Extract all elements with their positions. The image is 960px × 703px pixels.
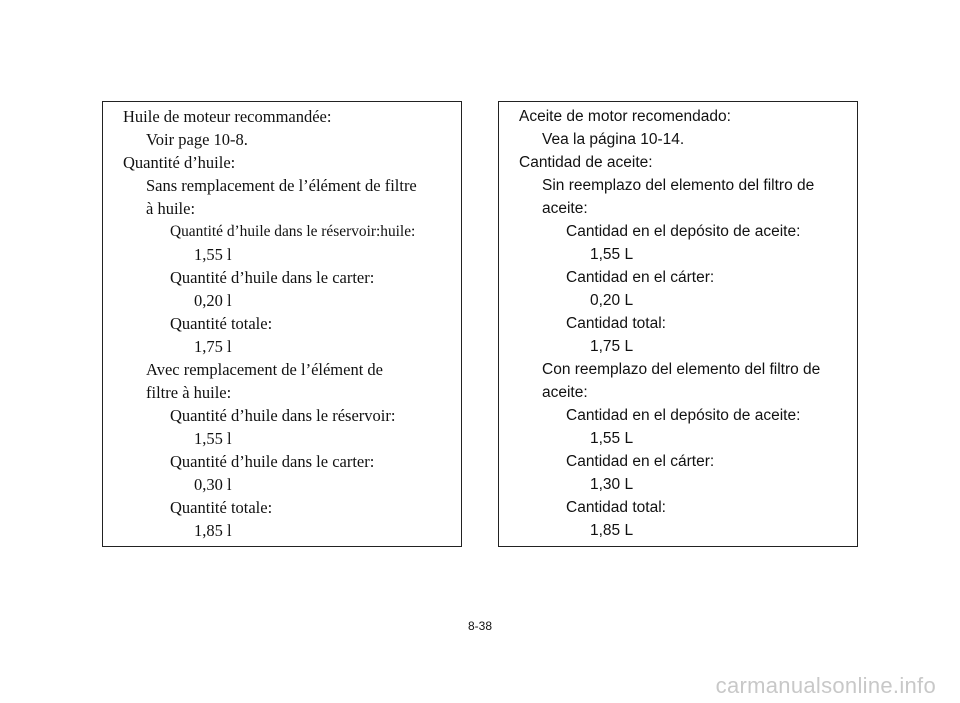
without-filter-heading-line2: à huile: bbox=[146, 199, 196, 218]
without-filter-crankcase-label: Cantidad en el cárter: bbox=[566, 269, 715, 286]
with-filter-crankcase-label: Cantidad en el cárter: bbox=[566, 453, 715, 470]
without-filter-crankcase-value: 0,20 l bbox=[194, 291, 232, 310]
with-filter-heading-line2: aceite: bbox=[542, 384, 588, 401]
without-filter-tank-value: 1,55 l bbox=[194, 245, 232, 264]
recommended-oil-label: Aceite de motor recomendado: bbox=[519, 108, 731, 125]
oil-quantity-label: Quantité d’huile: bbox=[123, 153, 236, 172]
without-filter-crankcase-value: 0,20 L bbox=[590, 292, 634, 309]
with-filter-total-value: 1,85 l bbox=[194, 521, 232, 540]
without-filter-total-value: 1,75 L bbox=[590, 338, 634, 355]
oil-quantity-label: Cantidad de aceite: bbox=[519, 154, 653, 171]
without-filter-total-value: 1,75 l bbox=[194, 337, 232, 356]
french-spec-box bbox=[102, 101, 462, 547]
with-filter-tank-value: 1,55 L bbox=[590, 430, 634, 447]
with-filter-tank-value: 1,55 l bbox=[194, 429, 232, 448]
watermark: carmanualsonline.info bbox=[715, 673, 936, 698]
with-filter-heading-line1: Con reemplazo del elemento del filtro de bbox=[542, 361, 821, 378]
with-filter-total-value: 1,85 L bbox=[590, 522, 634, 539]
recommended-oil-page-ref: Voir page 10-8. bbox=[146, 130, 248, 149]
without-filter-heading-line1: Sin reemplazo del elemento del filtro de bbox=[542, 177, 815, 194]
page-number: 8-38 bbox=[467, 619, 493, 633]
without-filter-heading-line1: Sans remplacement de l’élément de filtre bbox=[146, 176, 417, 195]
without-filter-tank-value: 1,55 L bbox=[590, 246, 634, 263]
without-filter-tank-label: Quantité d’huile dans le réservoir:huile: bbox=[170, 223, 416, 240]
without-filter-total-label: Quantité totale: bbox=[170, 314, 273, 333]
spanish-spec-box bbox=[498, 101, 858, 547]
with-filter-total-label: Cantidad total: bbox=[566, 499, 666, 516]
recommended-oil-page-ref: Vea la página 10-14. bbox=[542, 131, 685, 148]
with-filter-total-label: Quantité totale: bbox=[170, 498, 273, 517]
with-filter-tank-label: Cantidad en el depósito de aceite: bbox=[566, 407, 801, 424]
recommended-oil-label: Huile de moteur recommandée: bbox=[123, 107, 332, 126]
with-filter-crankcase-value: 1,30 L bbox=[590, 476, 634, 493]
without-filter-total-label: Cantidad total: bbox=[566, 315, 666, 332]
without-filter-crankcase-label: Quantité d’huile dans le carter: bbox=[170, 268, 375, 287]
without-filter-tank-label: Cantidad en el depósito de aceite: bbox=[566, 223, 801, 240]
with-filter-heading-line1: Avec remplacement de l’élément de bbox=[146, 360, 383, 379]
without-filter-heading-line2: aceite: bbox=[542, 200, 588, 217]
with-filter-tank-label: Quantité d’huile dans le réservoir: bbox=[170, 406, 396, 425]
with-filter-crankcase-label: Quantité d’huile dans le carter: bbox=[170, 452, 375, 471]
with-filter-crankcase-value: 0,30 l bbox=[194, 475, 232, 494]
with-filter-heading-line2: filtre à huile: bbox=[146, 383, 232, 402]
